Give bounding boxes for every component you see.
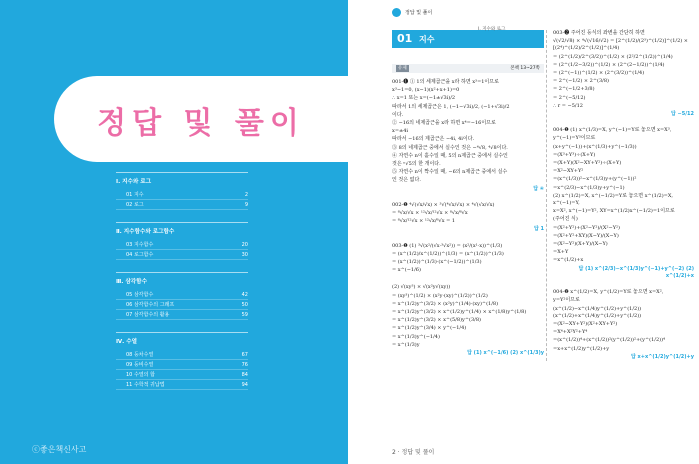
solution-line: = (2^(1/2)/2^(3/2))^(1/2) × (2²/2^(1/2))^(1/4) bbox=[553, 53, 673, 60]
toc-item[interactable] bbox=[116, 380, 248, 390]
toc-item-label: 03 지수함수 bbox=[126, 242, 154, 248]
toc-item-label: 06 삼각함수의 그래프 bbox=[126, 302, 175, 308]
solution-line: = (2^(1/2−3/2))^(1/2) × (2^(2−1/2))^(1/4) bbox=[553, 61, 665, 68]
table-of-contents bbox=[116, 172, 248, 402]
solution-line: =x^(1/2)+x bbox=[553, 257, 584, 264]
answer-line: 답 x+x^(1/2)y^(1/2)+y bbox=[630, 353, 694, 360]
breadcrumb: Ⅰ. 지수와 로그 bbox=[478, 27, 506, 32]
answer-line: 답 −5/12 bbox=[670, 111, 694, 118]
toc-item-page: 50 bbox=[241, 302, 248, 308]
toc-section bbox=[116, 272, 248, 320]
solution-line: 인 것은 없다. bbox=[392, 177, 421, 184]
toc-item-page: 42 bbox=[241, 292, 248, 298]
solution-line: = 2^(−1/2) × 2^(3/8) bbox=[553, 78, 609, 85]
cover-title: 정답 및 풀이 bbox=[97, 106, 305, 141]
answer-line: 답 1 bbox=[533, 226, 544, 233]
solution-line: =X²−XY+Y² bbox=[553, 168, 584, 175]
section-type-bar bbox=[392, 64, 544, 73]
solution-line: y^(−1)=Y³이므로 bbox=[553, 135, 596, 142]
page-badge-icon bbox=[392, 8, 401, 17]
answer-line: 답 ④ bbox=[533, 185, 544, 192]
toc-item-label: 08 등차수열 bbox=[126, 352, 154, 358]
solution-line: = (x^(1/2)/x^(1/2))^(1/3) = (x^(1/2))^(1/3) bbox=[392, 250, 504, 257]
toc-item-page: 76 bbox=[241, 362, 248, 368]
answer-line: 답 (1) x^(2/3)−x^(1/3)y^(−1)+y^(−2) (2) x^(1/2)+x bbox=[578, 265, 694, 279]
solution-line: (2) x^(1/2)=X, x^(−1/2)=Y로 놓으면 x^(1/2)=X, x^(−1)=Y, bbox=[553, 192, 673, 207]
toc-item[interactable] bbox=[116, 310, 248, 320]
solution-line: = x^(1/2)y^(3/4) × y^(−1/4) bbox=[392, 325, 467, 332]
solution-line: = x^(1/2)y^(3/2) × x^(5/8)y^(3/8) bbox=[392, 317, 481, 324]
solution-line: x=X², x^(−1)=Y², XY=x^(1/2)x^(−1/2)=1이므로 bbox=[553, 208, 675, 215]
toc-item-page: 9 bbox=[244, 202, 248, 208]
solution-line: 이다. bbox=[392, 111, 404, 118]
toc-item[interactable] bbox=[116, 200, 248, 210]
spacer bbox=[392, 234, 544, 243]
toc-item-page: 2 bbox=[244, 192, 248, 198]
solution-line: 따라서 −16의 제곱근은 −4i, 4i이다. bbox=[392, 136, 475, 143]
solution-line: x³−1=0, (x−1)(x²+x+1)=0 bbox=[392, 87, 460, 94]
solution-line: 따라서 1의 세제곱근은 1, (−1−√3i)/2, (−1+√3i)/2 bbox=[392, 103, 510, 110]
solution-line: =X+Y bbox=[553, 249, 569, 256]
solution-line: =x^(2/3)−x^(1/3)y+y^(−1) bbox=[553, 184, 625, 191]
solution-line: 004-❷ x^(1/2)=X, y^(1/2)=Y로 놓으면 x=X², bbox=[553, 289, 664, 296]
toc-item[interactable] bbox=[116, 370, 248, 380]
solution-line: = x^(1/3)y bbox=[392, 341, 420, 348]
solution-line: (주어진 식) bbox=[553, 216, 578, 223]
solution-line: ∴ x=1 또는 x=(−1±√3i)/2 bbox=[392, 95, 456, 102]
toc-section-title: Ⅰ. 지수와 로그 bbox=[116, 179, 152, 185]
toc-item-page: 94 bbox=[241, 382, 248, 388]
content-page bbox=[348, 0, 699, 464]
solution-line: ④ 자연수 n이 홀수일 때, 5의 n제곱근 중에서 실수인 bbox=[392, 152, 508, 159]
toc-item[interactable] bbox=[116, 250, 248, 260]
toc-item[interactable] bbox=[116, 300, 248, 310]
spacer bbox=[553, 118, 694, 127]
toc-item-label: 09 등비수열 bbox=[126, 362, 154, 368]
toc-item[interactable] bbox=[116, 190, 248, 200]
answer-line: 답 (1) x^(−1/6) (2) x^(1/3)y bbox=[467, 350, 544, 357]
toc-item-label: 05 삼각함수 bbox=[126, 292, 154, 298]
toc-item[interactable] bbox=[116, 350, 248, 360]
toc-section bbox=[116, 172, 248, 210]
solution-line: =(X²+Y²)+(X²−Y²)/(X²−Y²) bbox=[553, 224, 620, 231]
solution-line: 003-❷ 주어진 등식의 좌변을 간단히 하면 bbox=[553, 30, 645, 36]
toc-item-page: 20 bbox=[241, 242, 248, 248]
toc-item-label: 01 지수 bbox=[126, 192, 144, 198]
toc-item[interactable] bbox=[116, 360, 248, 370]
solution-line: ⑤ 자연수 n이 짝수일 때, −6의 n제곱근 중에서 실수 bbox=[392, 169, 508, 176]
toc-item-label: 07 삼각함수의 활용 bbox=[126, 312, 170, 318]
toc-item-page: 84 bbox=[241, 372, 248, 378]
solution-line: = 2^(−1/2+3/8) bbox=[553, 86, 595, 93]
solution-line: 것은 ⁿ√5의 한 개이다. bbox=[392, 161, 441, 168]
toc-item[interactable] bbox=[116, 290, 248, 300]
solution-line: =X⁴+X²Y²+Y⁴ bbox=[553, 329, 588, 336]
toc-item-page: 67 bbox=[241, 352, 248, 358]
chapter-title: 지수 bbox=[419, 35, 435, 44]
solution-line: ② −16의 네제곱근을 x라 하면 x⁴=−16이므로 bbox=[392, 120, 496, 127]
solution-line: 001-❶ ① 1의 세제곱근을 x라 하면 x³=1이므로 bbox=[392, 79, 499, 85]
solution-line: =(X³+Y³)÷(X+Y) bbox=[553, 151, 596, 158]
solution-line: 002-❶ ⁴√(√x/√x) × ³√(⁴√x/√x) × ⁴√(√x/√x) bbox=[392, 201, 495, 208]
chapter-number: 01 bbox=[397, 32, 413, 45]
solution-line: =(X+Y)(X²−XY+Y²)÷(X+Y) bbox=[553, 160, 622, 167]
spacer bbox=[553, 280, 694, 289]
solution-line: 004-❶ (1) x^(1/3)=X, y^(−1)=Y로 놓으면 x=X³, bbox=[553, 127, 672, 134]
solution-line: = ⁸√x/¹²√x × ¹²√x/⁸√x = 1 bbox=[392, 218, 456, 225]
solution-line: =(X²−Y²)(X+Y)/(X−Y) bbox=[553, 241, 608, 248]
solution-line: x=±4i bbox=[392, 128, 408, 135]
solution-line: (x+y^(−1))+(x^(1/3)+y^(−1/3)) bbox=[553, 143, 637, 150]
cover-page bbox=[0, 0, 348, 464]
running-head-label: 정답 및 풀이 bbox=[405, 10, 433, 16]
solution-line: = (xy³)^(1/2) × (x²y·(xy)^(1/2))^(1/2) bbox=[392, 292, 488, 299]
toc-item-label: 04 로그함수 bbox=[126, 252, 154, 258]
solution-line: = x^(−1/6) bbox=[392, 267, 421, 274]
solution-line: = 2^(−5/12) bbox=[553, 94, 586, 101]
solution-line: 003-❶ (1) ³√(x²/(√x·³√x²)) = (x²/(x¹·x))^(1/3) bbox=[392, 242, 503, 249]
toc-section-title: Ⅳ. 수열 bbox=[116, 339, 138, 345]
toc-item-page: 30 bbox=[241, 252, 248, 258]
type-tag: 유제 bbox=[398, 65, 407, 71]
solution-line: =(x^(1/3))²−x^(1/3)y+(y^(−1))² bbox=[553, 176, 637, 183]
solution-column-left bbox=[392, 64, 544, 357]
solution-line: =(X²−XY+Y²)(X²+XY+Y²) bbox=[553, 320, 618, 327]
type-pages: 본책 13~27쪽 bbox=[510, 65, 540, 71]
solution-line: = (2^(−1))^(1/2) × (2^(3/2))^(1/4) bbox=[553, 70, 645, 77]
solution-line: (2) √(xy³) × √(x²y√(xy)) bbox=[392, 284, 451, 291]
solution-line: =(X²+Y²+XY)(X−Y)/(X−Y) bbox=[553, 232, 619, 239]
toc-item-label: 11 수학적 귀납법 bbox=[126, 382, 165, 388]
title-band bbox=[54, 76, 348, 162]
toc-section-title: Ⅲ. 삼각함수 bbox=[116, 279, 147, 285]
page-footer: 2 · 정답 및 풀이 bbox=[392, 449, 435, 456]
solution-line: = x^(1/2)y^(3/2) × x^(1/2)y^(1/4) × x^(1/8)y^(1/8) bbox=[392, 309, 527, 316]
solution-line: =(x^(1/2))⁴+(x^(1/2))²(y^(1/2))²+(y^(1/2))⁴ bbox=[553, 337, 666, 344]
solution-line: = (x^(1/2))^(1/3)·(x^(−1/2))^(1/3) bbox=[392, 259, 482, 266]
solution-line: (x^(1/2)−x^(1/4)y^(1/2)+y^(1/2))(x^(1/2)+x^(1/4)y^(1/2)+y^(1/2)) bbox=[553, 305, 642, 319]
toc-item-label: 10 수열의 합 bbox=[126, 372, 155, 378]
solution-line: ∴ r = −5/12 bbox=[553, 102, 583, 109]
toc-item-label: 02 로그 bbox=[126, 202, 144, 208]
spacer bbox=[392, 193, 544, 202]
running-head bbox=[392, 8, 432, 17]
toc-section bbox=[116, 222, 248, 260]
chapter-header bbox=[392, 30, 544, 48]
solution-line: =x+x^(1/2)y^(1/2)+y bbox=[553, 345, 610, 352]
toc-section-title: Ⅱ. 지수함수와 로그함수 bbox=[116, 229, 175, 235]
solution-line: ③ 8의 네제곱근 중에서 실수인 것은 −⁴√8, ⁴√8이다. bbox=[392, 144, 508, 151]
publisher-footer: ⓒ좋은책신사고 bbox=[32, 445, 87, 454]
toc-item-page: 59 bbox=[241, 312, 248, 318]
solution-line: y=Y²이므로 bbox=[553, 297, 580, 304]
toc-item[interactable] bbox=[116, 240, 248, 250]
solution-line: = x^(1/3)y^(−1/4) bbox=[392, 333, 440, 340]
toc-section bbox=[116, 332, 248, 390]
solution-line: √(√2/√8) × ⁴√(√16/√2) = [2^(1/2)/(2³)^(1/2)]^(1/2) × [(2⁴)^(1/2)/2^(1/2)]^(1/4) bbox=[553, 38, 688, 52]
solution-line: = x^(1/2)y^(3/2) × (x²y)^(1/4)·(xy)^(1/8) bbox=[392, 300, 499, 307]
solution-line: = ⁸√x/√x × ¹²√x/¹²√x × ⁸√x/⁸√x bbox=[392, 210, 468, 217]
solution-column-right bbox=[546, 30, 694, 361]
